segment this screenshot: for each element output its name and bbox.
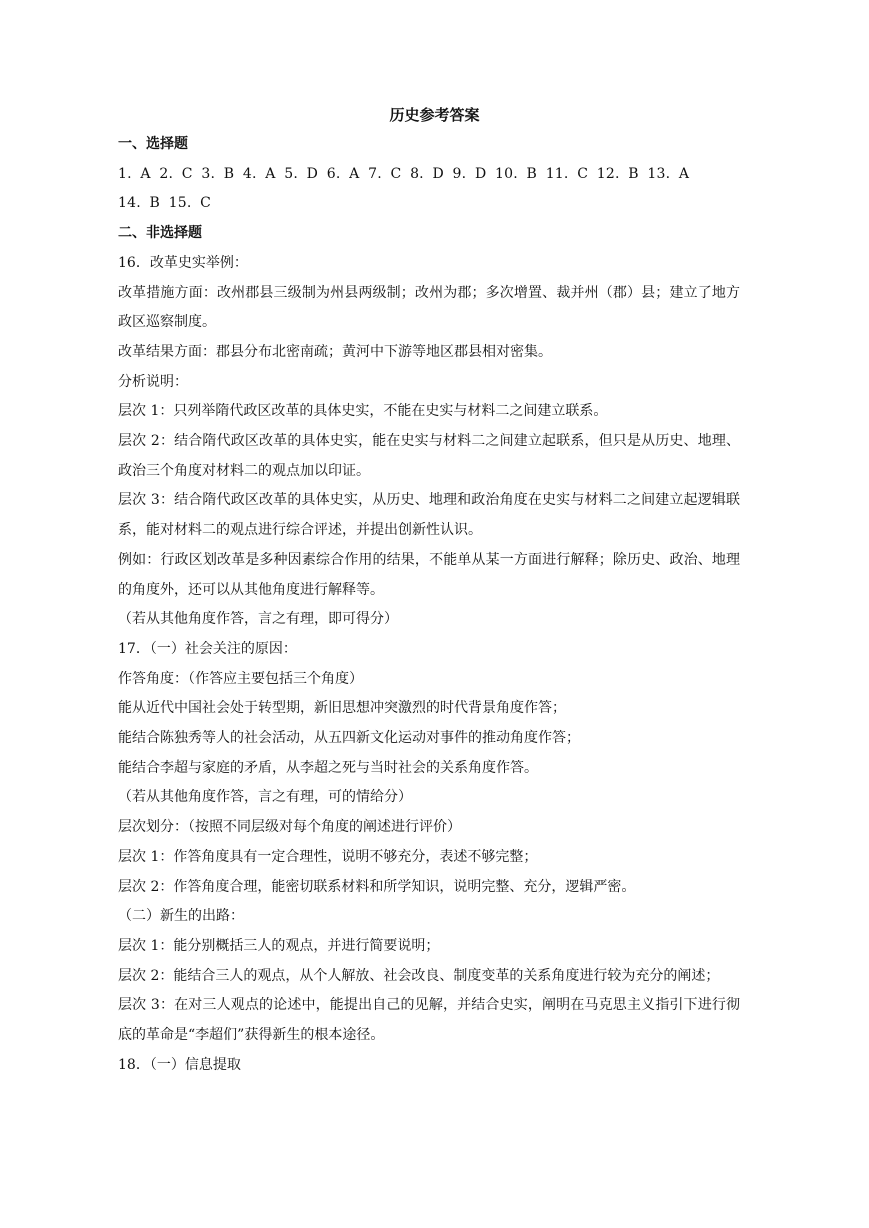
- paragraph: 层次划分：（按照不同层级对每个角度的阐述进行评价）: [118, 819, 461, 836]
- paragraph: （若从其他角度作答，言之有理，即可得分）: [118, 611, 398, 628]
- choice-answers-line-2: 14. B 15. C: [118, 195, 212, 212]
- paragraph: 层次 1：作答角度具有一定合理性，说明不够充分，表述不够完整；: [118, 848, 538, 865]
- paragraph: 能从近代中国社会处于转型期，新旧思想冲突激烈的时代背景角度作答；: [118, 700, 566, 717]
- paragraph: 作答角度：（作答应主要包括三个角度）: [118, 670, 363, 687]
- section-heading-choice: 一、选择题: [118, 136, 188, 152]
- paragraph: 17．（一）社会关注的原因：: [118, 640, 297, 657]
- document-body: [118, 130, 740, 1081]
- choice-answers-line-1: 1. A 2. C 3. B 4. A 5. D 6. A 7. C 8. D 9. D 10. B 11. C 12. B 13. A: [118, 165, 690, 182]
- paragraph: 层次 2：作答角度合理，能密切联系材料和所学知识，说明完整、充分，逻辑严密。: [118, 878, 636, 895]
- paragraph: 层次 3：在对三人观点的论述中，能提出自己的见解，并结合史实，阐明在马克思主义指引下进行彻底的革命是“李超们”获得新生的根本途径。: [118, 997, 740, 1044]
- paragraph: （若从其他角度作答，言之有理，可的情给分）: [118, 789, 412, 806]
- paragraph: 能结合李超与家庭的矛盾，从李超之死与当时社会的关系角度作答。: [118, 759, 538, 776]
- paragraph: 改革结果方面：郡县分布北密南疏；黄河中下游等地区郡县相对密集。: [118, 343, 552, 360]
- paragraph: 能结合陈独秀等人的社会活动，从五四新文化运动对事件的推动角度作答；: [118, 730, 580, 747]
- section-heading-nonchoice: 二、非选择题: [118, 225, 202, 242]
- paragraph: 层次 1：能分别概括三人的观点，并进行简要说明；: [118, 937, 440, 954]
- paragraph: 改革措施方面：改州郡县三级制为州县两级制；改州为郡；多次增置、裁并州（郡）县；建立了地方政区巡察制度。: [118, 284, 740, 331]
- paragraph: 层次 1：只列举隋代政区改革的具体史实，不能在史实与材料二之间建立联系。: [118, 403, 608, 420]
- paragraph: 例如：行政区划改革是多种因素综合作用的结果，不能单从某一方面进行解释；除历史、政治、地理的角度外，还可以从其他角度进行解释等。: [118, 551, 740, 598]
- paragraph: 层次 2：结合隋代政区改革的具体史实，能在史实与材料二之间建立起联系，但只是从历史、地理、政治三个角度对材料二的观点加以印证。: [118, 433, 740, 479]
- paragraph: 层次 2：能结合三人的观点，从个人解放、社会改良、制度变革的关系角度进行较为充分的阐述；: [118, 967, 720, 984]
- paragraph: 18．（一）信息提取: [118, 1056, 241, 1073]
- paragraph: （二）新生的出路：: [118, 908, 244, 925]
- paragraph: 16．改革史实举例：: [118, 254, 248, 271]
- paragraph: 层次 3：结合隋代政区改革的具体史实，从历史、地理和政治角度在史实与材料二之间建立起逻辑联系，能对材料二的观点进行综合评述，并提出创新性认识。: [118, 492, 740, 539]
- document-title: 历史参考答案: [389, 106, 480, 124]
- paragraph: 分析说明：: [118, 373, 188, 390]
